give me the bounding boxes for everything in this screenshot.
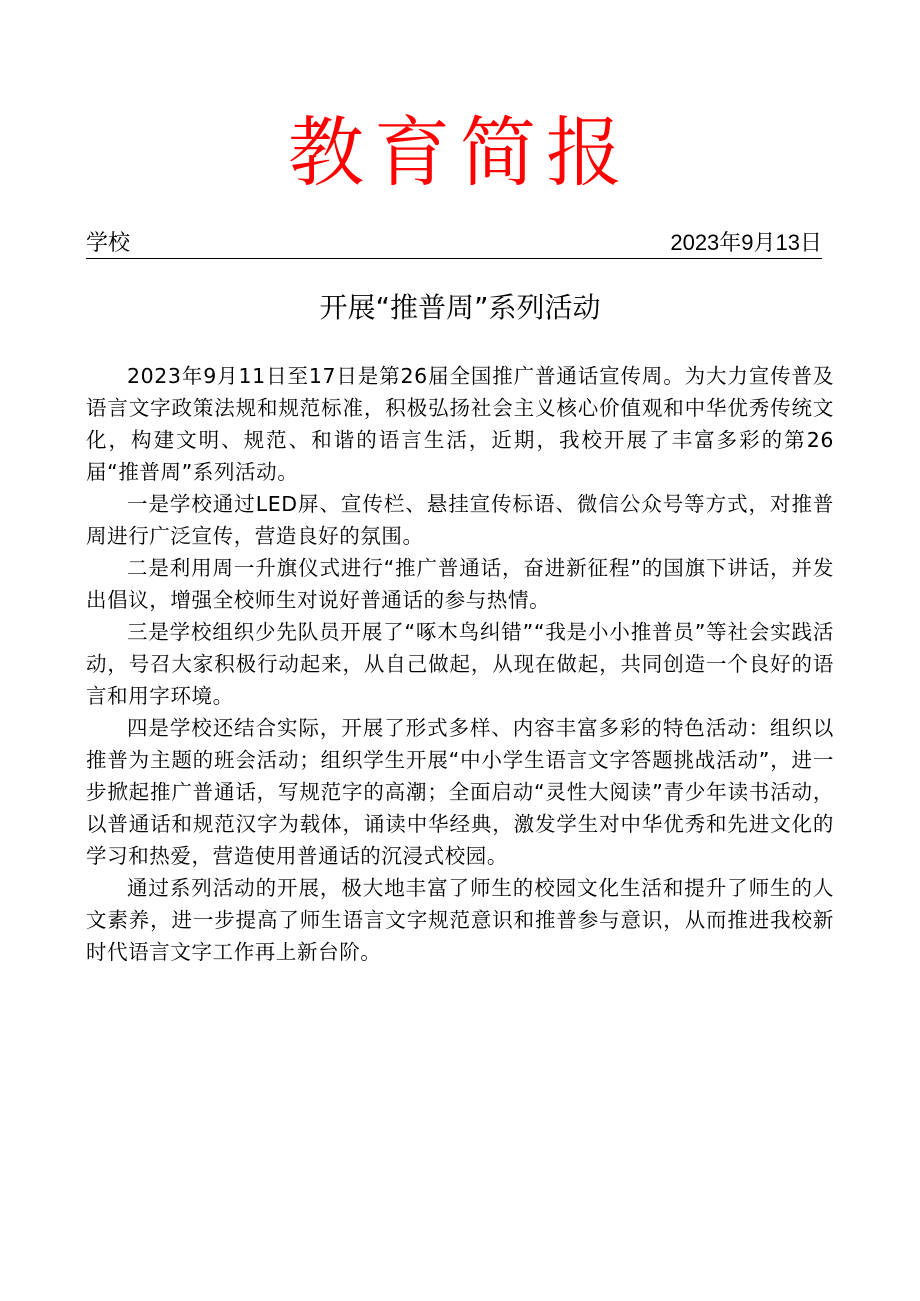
issue-date: 2023年9月13日 xyxy=(670,230,822,255)
info-line xyxy=(86,228,822,259)
paragraph-second-activity: 二是利用周一升旗仪式进行“推广普通话，奋进新征程”的国旗下讲话，并发出倡议，增强全校师生对说好普通话的参与热情。 xyxy=(86,556,834,612)
paragraph-third-activity: 三是学校组织少先队员开展了“啄木鸟纠错”“我是小小推普员”等社会实践活动，号召大家积极行动起来，从自己做起，从现在做起，共同创造一个良好的语言和用字环境。 xyxy=(86,620,834,708)
masthead-title: 教育简报 xyxy=(288,108,632,197)
paragraph-first-activity: 一是学校通过LED屏、宣传栏、悬挂宣传标语、微信公众号等方式，对推普周进行广泛宣传，营造良好的氛围。 xyxy=(86,492,834,548)
article-body xyxy=(86,360,834,968)
paragraph-conclusion: 通过系列活动的开展，极大地丰富了师生的校园文化生活和提升了师生的人文素养，进一步提高了师生语言文字规范意识和推普参与意识，从而推进我校新时代语言文字工作再上新台阶。 xyxy=(86,876,834,964)
school-label: 学校 xyxy=(86,230,131,255)
paragraph-fourth-activity: 四是学校还结合实际，开展了形式多样、内容丰富多彩的特色活动：组织以推普为主题的班会活动；组织学生开展“中小学生语言文字答题挑战活动”，进一步掀起推广普通话，写规范字的高潮；全面启动“灵性大阅读”青少年读书活动，以普通话和规范汉字为载体，诵读中华经典，激发学生对中华优秀和先进文化的学习和热爱，营造使用普通话的沉浸式校园。 xyxy=(86,716,834,868)
paragraph-intro: 2023年9月11日至17日是第26届全国推广普通话宣传周。为大力宣传普及语言文字政策法规和规范标准，积极弘扬社会主义核心价值观和中华优秀传统文化，构建文明、规范、和谐的语言生活，近期，我校开展了丰富多彩的第26届“推普周”系列活动。 xyxy=(86,364,834,484)
article-headline: 开展“推普周”系列活动 xyxy=(319,291,601,324)
